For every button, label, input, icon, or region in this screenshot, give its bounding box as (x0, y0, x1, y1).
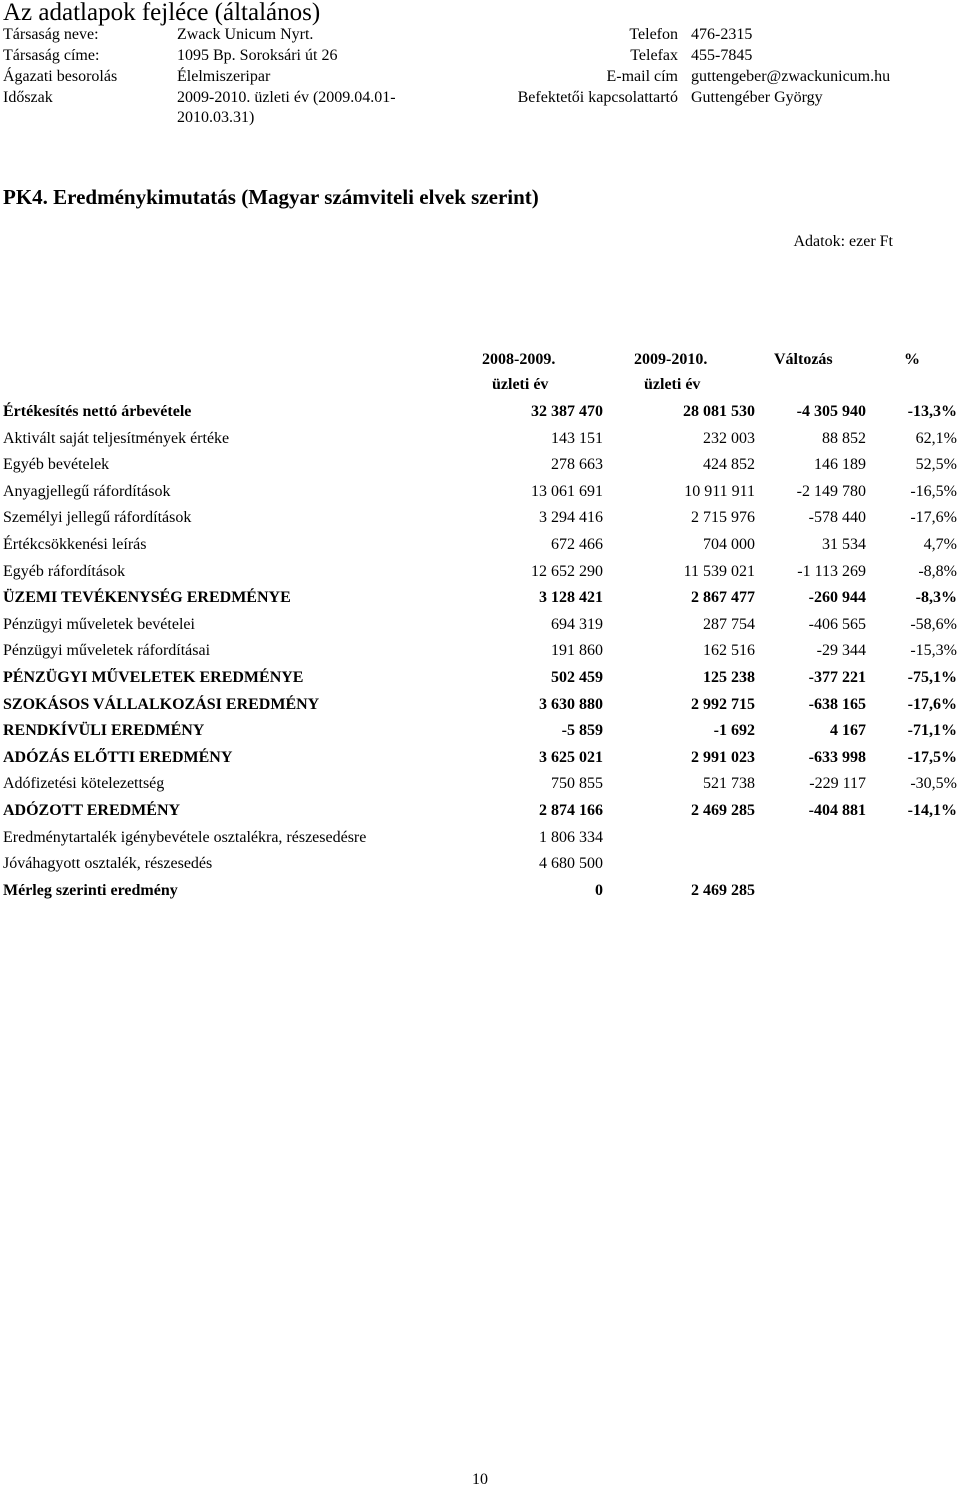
column-header-change: Változás (774, 351, 833, 368)
row-label: PÉNZÜGYI MŰVELETEK EREDMÉNYE (3, 669, 304, 686)
row-label: Személyi jellegű ráfordítások (3, 509, 192, 527)
value-change: -1 113 269 (797, 562, 866, 580)
value-percent: -14,1% (907, 802, 957, 819)
value-2009-2010: 521 738 (703, 775, 755, 793)
value-2009-2010: 2 469 285 (691, 802, 755, 819)
table-row (0, 850, 960, 877)
fax-value: 455-7845 (691, 47, 753, 64)
value-percent: -17,5% (907, 748, 957, 766)
table-row (0, 824, 960, 851)
table-row (0, 770, 960, 797)
value-percent: -58,6% (910, 615, 957, 633)
table-row (0, 637, 960, 664)
value-2008-2009: 2 874 166 (539, 802, 603, 819)
sector-value: Élelmiszeripar (177, 68, 271, 85)
value-2009-2010: 28 081 530 (683, 403, 755, 420)
value-2009-2010: 232 003 (703, 429, 755, 447)
table-row (0, 584, 960, 611)
value-percent: -75,1% (907, 669, 957, 686)
page-number: 10 (472, 1471, 488, 1488)
value-2008-2009: 1 806 334 (539, 828, 603, 846)
row-label: Jóváhagyott osztalék, részesedés (3, 855, 213, 873)
value-2008-2009: 0 (595, 881, 603, 899)
fax-label: Telefax (630, 47, 678, 64)
value-percent: -15,3% (910, 642, 957, 660)
sector-label: Ágazati besorolás (3, 68, 118, 85)
value-change: -404 881 (808, 802, 866, 819)
row-label: Egyéb bevételek (3, 456, 110, 474)
section-title: PK4. Eredménykimutatás (Magyar számviteli elvek szerint) (3, 185, 539, 209)
phone-value: 476-2315 (691, 26, 753, 43)
table-row (0, 611, 960, 638)
value-2009-2010: 2 992 715 (691, 695, 755, 713)
column-header-2008-year: 2008-2009. (482, 351, 556, 368)
period-value: 2009-2010. üzleti év (2009.04.01-2010.03.31) (177, 89, 396, 126)
value-change: 4 167 (830, 722, 866, 740)
table-row (0, 664, 960, 691)
value-change: -4 305 940 (796, 403, 866, 420)
value-2008-2009: 672 466 (551, 536, 603, 553)
row-label: Anyagjellegű ráfordítások (3, 482, 171, 500)
value-2008-2009: -5 859 (561, 722, 603, 740)
page-title: Az adatlapok fejléce (általános) (3, 0, 321, 26)
table-row (0, 797, 960, 824)
value-change: 31 534 (822, 536, 866, 553)
value-percent: 4,7% (923, 536, 957, 553)
value-change: -260 944 (808, 589, 866, 607)
row-label: Értékcsökkenési leírás (3, 536, 147, 553)
row-label: Egyéb ráfordítások (3, 562, 126, 580)
row-label: Aktivált saját teljesítmények értéke (3, 429, 230, 447)
row-label: RENDKÍVÜLI EREDMÉNY (3, 722, 205, 740)
row-label: Értékesítés nettó árbevétele (3, 403, 192, 420)
value-change: -229 117 (809, 775, 866, 793)
value-2008-2009: 4 680 500 (539, 855, 603, 873)
table-row (0, 877, 960, 904)
column-header-2009-year: 2009-2010. (634, 351, 708, 368)
value-change: 88 852 (822, 429, 866, 447)
value-2009-2010: 704 000 (703, 536, 755, 553)
value-2009-2010: 424 852 (703, 456, 755, 474)
value-2009-2010: 10 911 911 (684, 482, 755, 500)
value-2008-2009: 3 128 421 (539, 589, 603, 607)
row-label: Adófizetési kötelezettség (3, 775, 165, 793)
row-label: Eredménytartalék igénybevétele osztalékra, részesedésre (3, 828, 367, 846)
phone-label: Telefon (629, 26, 678, 43)
value-2008-2009: 32 387 470 (531, 403, 603, 420)
value-2009-2010: 2 991 023 (691, 748, 755, 766)
table-row (0, 717, 960, 744)
company-name-value: Zwack Unicum Nyrt. (177, 26, 314, 43)
company-address-label: Társaság címe: (3, 47, 100, 64)
value-2009-2010: 2 867 477 (691, 589, 755, 607)
value-percent: 52,5% (915, 456, 957, 474)
value-2009-2010: 2 715 976 (691, 509, 755, 527)
value-2009-2010: -1 692 (713, 722, 755, 740)
value-percent: -30,5% (910, 775, 957, 793)
value-percent: -71,1% (907, 722, 957, 740)
email-value: guttengeber@zwackunicum.hu (691, 68, 891, 85)
email-label: E-mail cím (606, 68, 678, 85)
table-row (0, 744, 960, 771)
value-2008-2009: 3 294 416 (539, 509, 603, 527)
column-header-2008-period: üzleti év (492, 376, 549, 393)
table-row (0, 451, 960, 478)
value-percent: -8,3% (915, 589, 957, 607)
value-2008-2009: 694 319 (551, 615, 603, 633)
value-percent: 62,1% (915, 429, 957, 447)
value-2009-2010: 11 539 021 (683, 562, 755, 580)
value-2008-2009: 3 630 880 (539, 695, 603, 713)
value-change: -377 221 (808, 669, 866, 686)
company-address-value: 1095 Bp. Soroksári út 26 (177, 47, 338, 64)
company-name-label: Társaság neve: (3, 26, 99, 43)
table-row (0, 398, 960, 425)
value-2009-2010: 287 754 (703, 615, 755, 633)
value-percent: -13,3% (907, 403, 957, 420)
row-label: ÜZEMI TEVÉKENYSÉG EREDMÉNYE (3, 589, 291, 607)
value-change: -578 440 (808, 509, 866, 527)
value-percent: -17,6% (910, 509, 957, 527)
value-2008-2009: 12 652 290 (531, 562, 603, 580)
row-label: Pénzügyi műveletek ráfordításai (3, 642, 211, 660)
row-label: Pénzügyi műveletek bevételei (3, 615, 195, 633)
value-2009-2010: 2 469 285 (691, 881, 755, 899)
value-change: -29 344 (816, 642, 866, 660)
investor-contact-label: Befektetői kapcsolattartó (517, 89, 678, 106)
value-2008-2009: 278 663 (551, 456, 603, 474)
row-label: ADÓZÁS ELŐTTI EREDMÉNY (3, 748, 233, 766)
table-row (0, 531, 960, 558)
table-row (0, 425, 960, 452)
row-label: ADÓZOTT EREDMÉNY (3, 802, 181, 819)
table-row (0, 558, 960, 585)
row-label: Mérleg szerinti eredmény (3, 881, 178, 899)
period-label: Időszak (3, 89, 53, 106)
table-row (0, 504, 960, 531)
value-2008-2009: 3 625 021 (539, 748, 603, 766)
value-change: 146 189 (814, 456, 866, 474)
value-2009-2010: 162 516 (703, 642, 755, 660)
unit-note: Adatok: ezer Ft (793, 233, 893, 250)
value-change: -2 149 780 (796, 482, 866, 500)
table-row (0, 691, 960, 718)
column-header-percent: % (904, 351, 920, 368)
row-label: SZOKÁSOS VÁLLALKOZÁSI EREDMÉNY (3, 695, 320, 713)
value-2008-2009: 191 860 (551, 642, 603, 660)
value-percent: -17,6% (907, 695, 957, 713)
value-percent: -16,5% (910, 482, 957, 500)
value-2008-2009: 143 151 (551, 429, 603, 447)
table-row (0, 478, 960, 505)
value-2009-2010: 125 238 (703, 669, 755, 686)
value-change: -406 565 (808, 615, 866, 633)
value-change: -638 165 (808, 695, 866, 713)
value-2008-2009: 13 061 691 (531, 482, 603, 500)
column-header-2009-period: üzleti év (644, 376, 701, 393)
investor-contact-value: Guttengéber György (691, 89, 823, 106)
value-2008-2009: 502 459 (551, 669, 603, 686)
value-change: -633 998 (808, 748, 866, 766)
value-percent: -8,8% (918, 562, 957, 580)
value-2008-2009: 750 855 (551, 775, 603, 793)
